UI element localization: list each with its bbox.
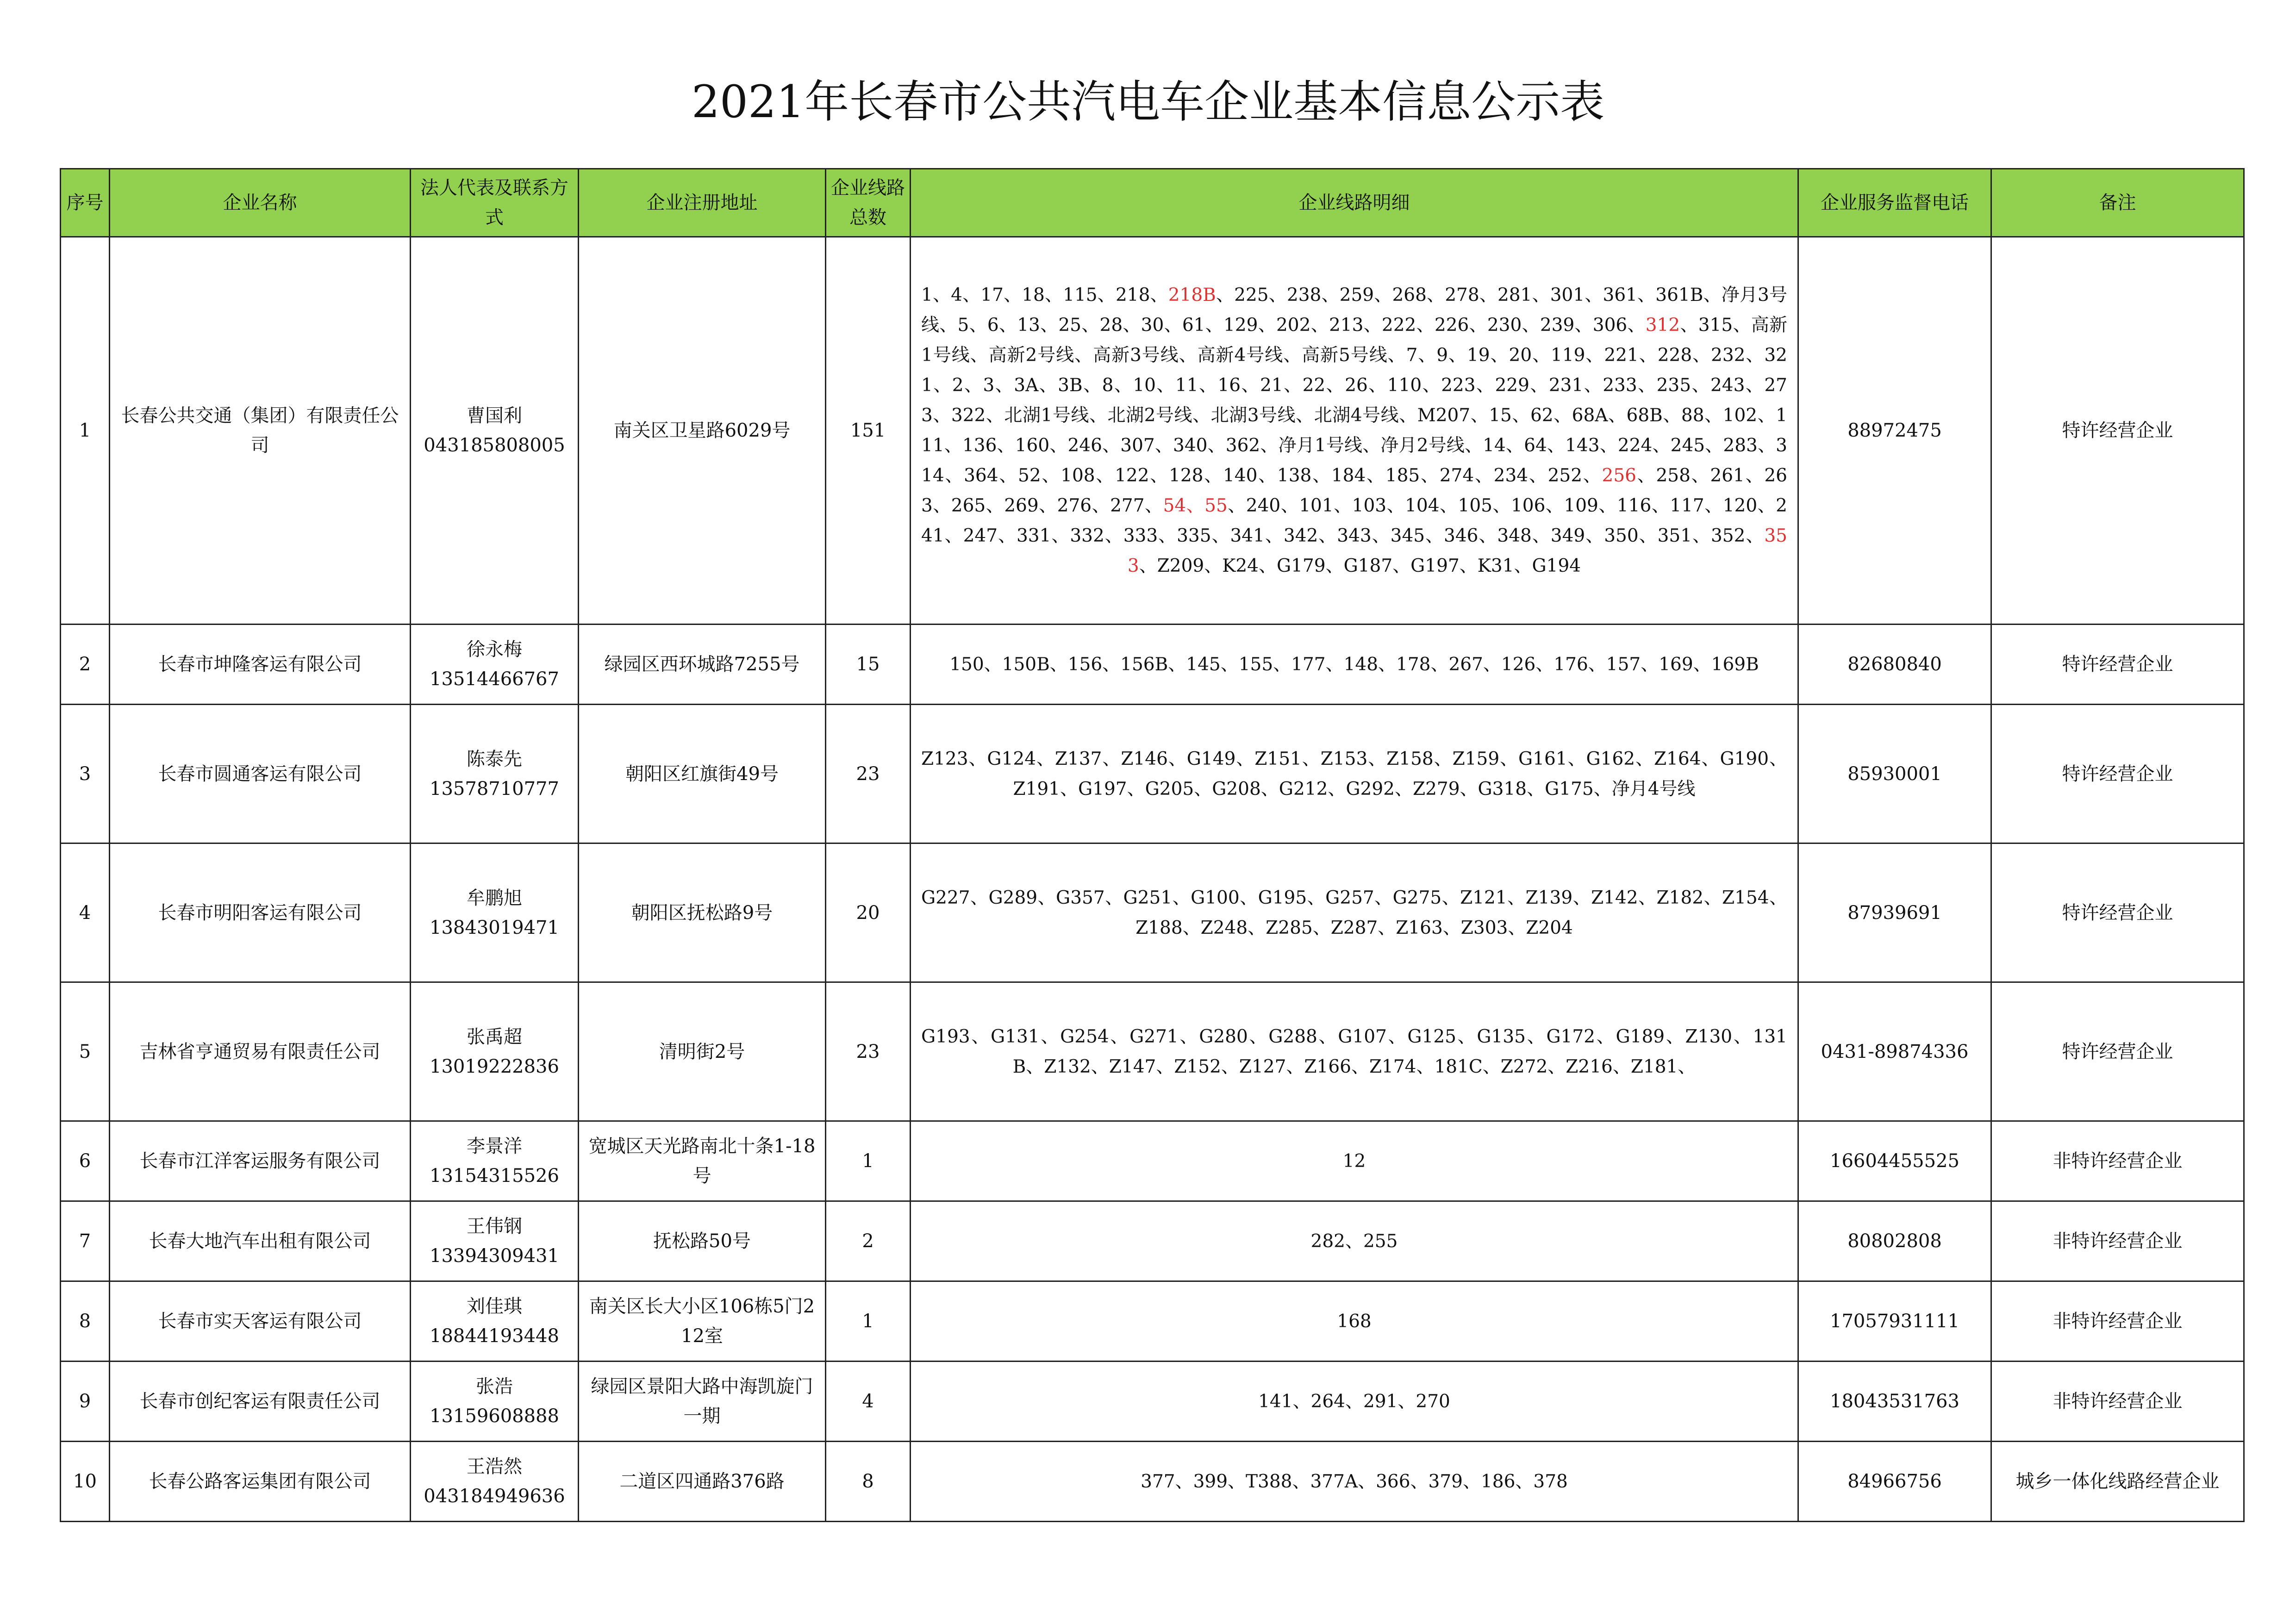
cell-note: 非特许经营企业 bbox=[1991, 1201, 2244, 1281]
legal-rep-contact: 043184949636 bbox=[424, 1486, 565, 1507]
route-segment-highlighted: 353 bbox=[1127, 525, 1787, 576]
enterprise-info-table bbox=[60, 168, 2245, 1522]
cell-name: 长春市圆通客运有限公司 bbox=[110, 705, 411, 843]
cell-legal bbox=[411, 237, 579, 625]
header-note: 备注 bbox=[1991, 169, 2244, 237]
table-row bbox=[61, 625, 2244, 705]
cell-phone: 18043531763 bbox=[1798, 1362, 1991, 1442]
cell-total: 1 bbox=[826, 1121, 911, 1201]
header-total: 企业线路总数 bbox=[826, 169, 911, 237]
cell-name: 长春公共交通（集团）有限责任公司 bbox=[110, 237, 411, 625]
cell-name: 长春市实天客运有限公司 bbox=[110, 1281, 411, 1362]
header-phone: 企业服务监督电话 bbox=[1798, 169, 1991, 237]
cell-name: 长春大地汽车出租有限公司 bbox=[110, 1201, 411, 1281]
cell-total: 23 bbox=[826, 705, 911, 843]
cell-note: 特许经营企业 bbox=[1991, 843, 2244, 982]
cell-name: 长春市坤隆客运有限公司 bbox=[110, 625, 411, 705]
legal-rep-name: 王伟钢 bbox=[467, 1216, 522, 1237]
cell-total: 23 bbox=[826, 982, 911, 1121]
cell-phone: 85930001 bbox=[1798, 705, 1991, 843]
cell-legal bbox=[411, 1362, 579, 1442]
cell-total: 2 bbox=[826, 1201, 911, 1281]
legal-rep-name: 曹国利 bbox=[467, 405, 522, 426]
cell-legal bbox=[411, 1442, 579, 1522]
cell-note: 非特许经营企业 bbox=[1991, 1281, 2244, 1362]
cell-address: 二道区四通路376路 bbox=[579, 1442, 826, 1522]
table-row bbox=[61, 843, 2244, 982]
cell-routes bbox=[911, 237, 1798, 625]
legal-rep-name: 李景洋 bbox=[467, 1136, 522, 1157]
page-title: 2021年长春市公共汽电车企业基本信息公示表 bbox=[691, 76, 1605, 128]
cell-routes: 168 bbox=[911, 1281, 1798, 1362]
cell-routes: 377、399、T388、377A、366、379、186、378 bbox=[911, 1442, 1798, 1522]
cell-note: 特许经营企业 bbox=[1991, 982, 2244, 1121]
cell-address: 清明街2号 bbox=[579, 982, 826, 1121]
cell-phone: 0431-89874336 bbox=[1798, 982, 1991, 1121]
cell-total: 8 bbox=[826, 1442, 911, 1522]
legal-rep-name: 张浩 bbox=[476, 1376, 513, 1397]
route-segment: 、240、101、103、104、105、106、109、116、117、120、241、247、331、332、333、335、341、342、343、345、346、348、349、350、351、352、 bbox=[921, 495, 1787, 546]
cell-legal bbox=[411, 843, 579, 982]
cell-total: 1 bbox=[826, 1281, 911, 1362]
cell-address: 绿园区西环城路7255号 bbox=[579, 625, 826, 705]
cell-address: 宽城区天光路南北十条1-18号 bbox=[579, 1121, 826, 1201]
legal-rep-name: 牟鹏旭 bbox=[467, 887, 522, 909]
route-segment: 、Z209、K24、G179、G187、G197、K31、G194 bbox=[1139, 556, 1581, 576]
cell-address: 绿园区景阳大路中海凯旋门一期 bbox=[579, 1362, 826, 1442]
cell-name: 长春市创纪客运有限责任公司 bbox=[110, 1362, 411, 1442]
header-routes: 企业线路明细 bbox=[911, 169, 1798, 237]
legal-rep-contact: 18844193448 bbox=[430, 1325, 559, 1347]
legal-rep-name: 王浩然 bbox=[467, 1456, 522, 1477]
route-segment: 、315、高新1号线、高新2号线、高新3号线、高新4号线、高新5号线、7、9、19、20、119、221、228、232、321、2、3、3A、3B、8、10、11、16、21、22、26、110、223、229、231、233、235、243、273、322、北湖1号线、北湖2号线、北湖3号线、北湖4号线、M207、15、62、68A、68B、88、102、111、136、160、246、307、340、362、净月1号线、净月2号线、14、64、143、224、245、283、314、364、52、108、122、128、140、138、184、185、274、234、252、 bbox=[921, 315, 1787, 486]
cell-routes: G193、G131、G254、G271、G280、G288、G107、G125、G135、G172、G189、Z130、131B、Z132、Z147、Z152、Z127、Z166、Z174、181C、Z272、Z216、Z181、 bbox=[911, 982, 1798, 1121]
cell-note: 非特许经营企业 bbox=[1991, 1362, 2244, 1442]
table-row bbox=[61, 982, 2244, 1121]
cell-phone: 80802808 bbox=[1798, 1201, 1991, 1281]
cell-address: 南关区长大小区106栋5门212室 bbox=[579, 1281, 826, 1362]
legal-rep-contact: 13843019471 bbox=[430, 917, 559, 938]
legal-rep-contact: 13019222836 bbox=[430, 1056, 559, 1077]
cell-legal bbox=[411, 1201, 579, 1281]
cell-name: 长春市江洋客运服务有限公司 bbox=[110, 1121, 411, 1201]
table-row bbox=[61, 705, 2244, 843]
cell-seq: 1 bbox=[61, 237, 110, 625]
cell-total: 20 bbox=[826, 843, 911, 982]
cell-name: 长春市明阳客运有限公司 bbox=[110, 843, 411, 982]
cell-total: 151 bbox=[826, 237, 911, 625]
cell-address: 朝阳区红旗街49号 bbox=[579, 705, 826, 843]
legal-rep-contact: 13578710777 bbox=[430, 778, 559, 800]
route-segment-highlighted: 256 bbox=[1602, 465, 1636, 486]
cell-seq: 10 bbox=[61, 1442, 110, 1522]
cell-routes: 282、255 bbox=[911, 1201, 1798, 1281]
legal-rep-name: 刘佳琪 bbox=[467, 1296, 522, 1317]
cell-phone: 87939691 bbox=[1798, 843, 1991, 982]
cell-note: 特许经营企业 bbox=[1991, 625, 2244, 705]
route-segment-highlighted: 218B bbox=[1168, 285, 1216, 306]
legal-rep-contact: 043185808005 bbox=[424, 435, 565, 456]
cell-phone: 84966756 bbox=[1798, 1442, 1991, 1522]
cell-seq: 2 bbox=[61, 625, 110, 705]
table-header-row bbox=[61, 169, 2244, 237]
cell-phone: 82680840 bbox=[1798, 625, 1991, 705]
cell-routes: G227、G289、G357、G251、G100、G195、G257、G275、Z121、Z139、Z142、Z182、Z154、Z188、Z248、Z285、Z287、Z163、Z303、Z204 bbox=[911, 843, 1798, 982]
cell-seq: 3 bbox=[61, 705, 110, 843]
cell-address: 南关区卫星路6029号 bbox=[579, 237, 826, 625]
cell-name: 长春公路客运集团有限公司 bbox=[110, 1442, 411, 1522]
cell-address: 抚松路50号 bbox=[579, 1201, 826, 1281]
cell-legal bbox=[411, 1281, 579, 1362]
cell-total: 15 bbox=[826, 625, 911, 705]
cell-seq: 9 bbox=[61, 1362, 110, 1442]
cell-total: 4 bbox=[826, 1362, 911, 1442]
route-segment-highlighted: 54、55 bbox=[1163, 495, 1228, 516]
cell-routes: 141、264、291、270 bbox=[911, 1362, 1798, 1442]
cell-legal bbox=[411, 982, 579, 1121]
cell-legal bbox=[411, 1121, 579, 1201]
cell-note: 非特许经营企业 bbox=[1991, 1121, 2244, 1201]
route-segment: 、225、238、259、268、278、281、301、361、361B、净月3号线、5、6、13、25、28、30、61、129、202、213、222、226、230、239、306、 bbox=[921, 285, 1787, 336]
cell-seq: 8 bbox=[61, 1281, 110, 1362]
cell-phone: 16604455525 bbox=[1798, 1121, 1991, 1201]
table-row bbox=[61, 1442, 2244, 1522]
table-row bbox=[61, 237, 2244, 625]
cell-seq: 4 bbox=[61, 843, 110, 982]
table-row bbox=[61, 1201, 2244, 1281]
cell-name: 吉林省亨通贸易有限责任公司 bbox=[110, 982, 411, 1121]
cell-address: 朝阳区抚松路9号 bbox=[579, 843, 826, 982]
cell-routes: Z123、G124、Z137、Z146、G149、Z151、Z153、Z158、Z159、G161、G162、Z164、G190、Z191、G197、G205、G208、G212、G292、Z279、G318、G175、净月4号线 bbox=[911, 705, 1798, 843]
cell-legal bbox=[411, 625, 579, 705]
cell-note: 特许经营企业 bbox=[1991, 705, 2244, 843]
cell-seq: 7 bbox=[61, 1201, 110, 1281]
legal-rep-name: 徐永梅 bbox=[467, 639, 522, 660]
legal-rep-contact: 13514466767 bbox=[430, 668, 559, 690]
table-row bbox=[61, 1362, 2244, 1442]
header-address: 企业注册地址 bbox=[579, 169, 826, 237]
cell-phone: 88972475 bbox=[1798, 237, 1991, 625]
cell-note: 特许经营企业 bbox=[1991, 237, 2244, 625]
cell-seq: 5 bbox=[61, 982, 110, 1121]
legal-rep-contact: 13394309431 bbox=[430, 1245, 559, 1267]
table-row bbox=[61, 1121, 2244, 1201]
legal-rep-name: 张禹超 bbox=[467, 1026, 522, 1048]
cell-routes: 150、150B、156、156B、145、155、177、148、178、267、126、176、157、169、169B bbox=[911, 625, 1798, 705]
cell-phone: 17057931111 bbox=[1798, 1281, 1991, 1362]
legal-rep-name: 陈泰先 bbox=[467, 748, 522, 770]
header-name: 企业名称 bbox=[110, 169, 411, 237]
cell-legal bbox=[411, 705, 579, 843]
cell-routes: 12 bbox=[911, 1121, 1798, 1201]
header-seq: 序号 bbox=[61, 169, 110, 237]
route-segment: 1、4、17、18、115、218、 bbox=[921, 285, 1168, 306]
route-segment-highlighted: 312 bbox=[1645, 315, 1680, 336]
header-legal: 法人代表及联系方式 bbox=[411, 169, 579, 237]
route-segment: 、258、261、263、265、269、276、277、 bbox=[921, 465, 1787, 516]
table-row bbox=[61, 1281, 2244, 1362]
cell-seq: 6 bbox=[61, 1121, 110, 1201]
legal-rep-contact: 13159608888 bbox=[430, 1405, 559, 1427]
legal-rep-contact: 13154315526 bbox=[430, 1165, 559, 1187]
cell-note: 城乡一体化线路经营企业 bbox=[1991, 1442, 2244, 1522]
